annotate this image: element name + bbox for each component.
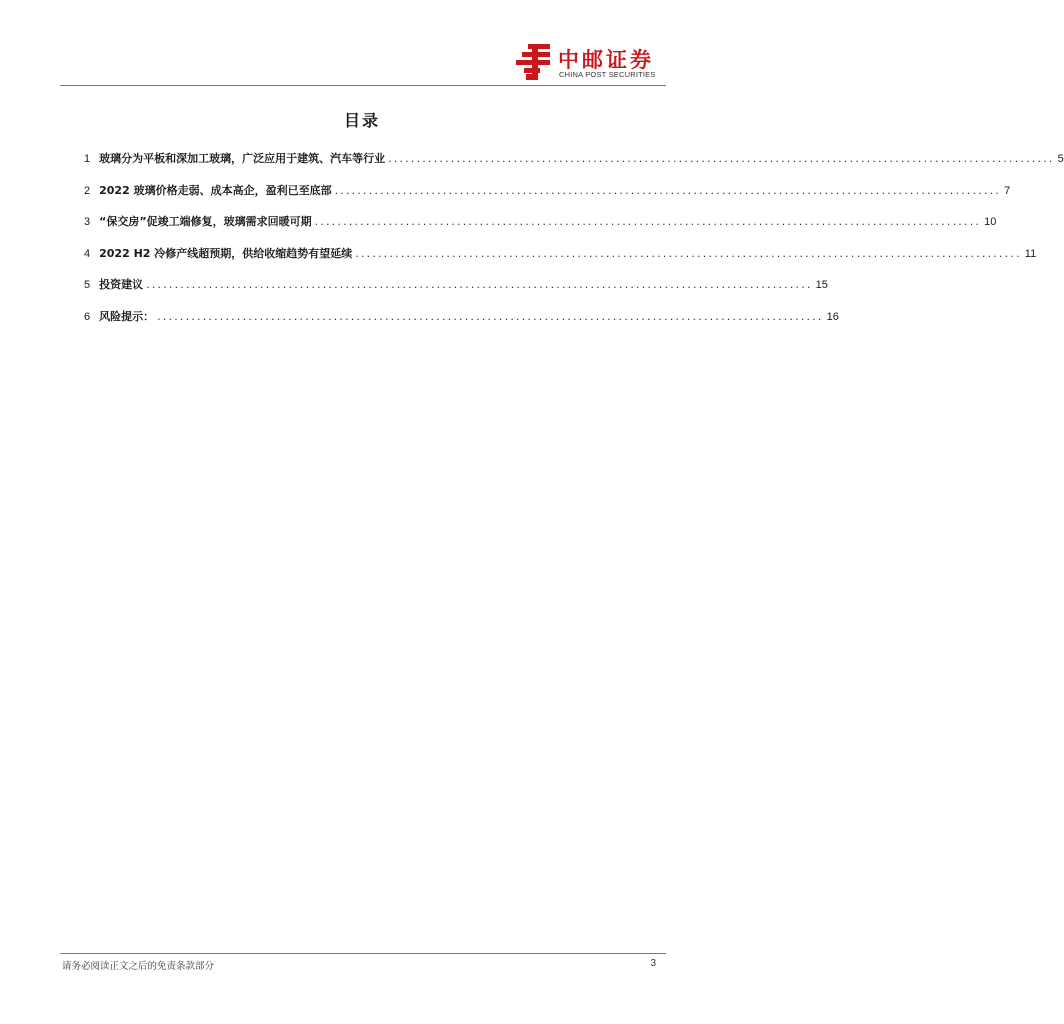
china-post-logo-icon [514, 43, 552, 81]
toc-leader-dots: ..................................................................................................................... [157, 309, 824, 323]
toc-leader-dots: ..................................................................................................................... [146, 278, 813, 291]
table-of-contents [84, 150, 1064, 339]
toc-leader-dots: ..................................................................................................................... [334, 183, 1002, 197]
toc-entry-number: 5 [84, 279, 91, 291]
header-divider [60, 85, 666, 86]
footer-disclaimer: 请务必阅读正文之后的免责条款部分 [62, 961, 215, 972]
toc-entry-title: 玻璃分为平板和深加工玻璃，广泛应用于建筑、汽车等行业 [99, 152, 386, 165]
toc-title: 目录 [343, 111, 380, 130]
toc-entry-title: 风险提示： [99, 309, 155, 323]
toc-entry-page: 11 [1024, 247, 1037, 260]
toc-leader-dots: ..................................................................................................................... [388, 152, 1055, 165]
toc-entry[interactable] [84, 213, 997, 245]
toc-leader-dots: ..................................................................................................................... [355, 246, 1022, 260]
company-logo [514, 43, 666, 83]
toc-entry-page: 7 [1004, 184, 1011, 197]
toc-entry-page: 10 [984, 216, 997, 228]
footer-page-number: 3 [650, 958, 656, 969]
toc-entry-title: “保交房”促竣工端修复，玻璃需求回暖可期 [99, 215, 312, 228]
toc-entry[interactable] [84, 276, 828, 308]
toc-entry[interactable] [84, 182, 1011, 214]
toc-entry-title: 2022 H2 冷修产线超预期，供给收缩趋势有望延续 [99, 246, 353, 260]
brand-name-cn: 中邮证券 [558, 48, 654, 72]
toc-entry-title: 2022 玻璃价格走弱、成本高企，盈利已至底部 [99, 183, 332, 197]
toc-entry-number: 6 [84, 310, 91, 323]
toc-entry-number: 2 [84, 184, 91, 197]
toc-entry[interactable] [84, 308, 839, 340]
toc-entry-number: 4 [84, 247, 91, 260]
toc-entry-number: 1 [84, 153, 91, 165]
toc-entry-page: 5 [1057, 153, 1064, 165]
footer-divider [60, 953, 666, 954]
toc-entry-title: 投资建议 [99, 278, 144, 291]
toc-leader-dots: ..................................................................................................................... [314, 215, 982, 228]
toc-entry-number: 3 [84, 216, 91, 228]
toc-entry[interactable] [84, 150, 1064, 182]
toc-entry-page: 16 [826, 310, 839, 323]
toc-entry[interactable] [84, 245, 1037, 277]
brand-name-en: CHINA POST SECURITIES [559, 70, 656, 79]
toc-entry-page: 15 [815, 279, 828, 291]
